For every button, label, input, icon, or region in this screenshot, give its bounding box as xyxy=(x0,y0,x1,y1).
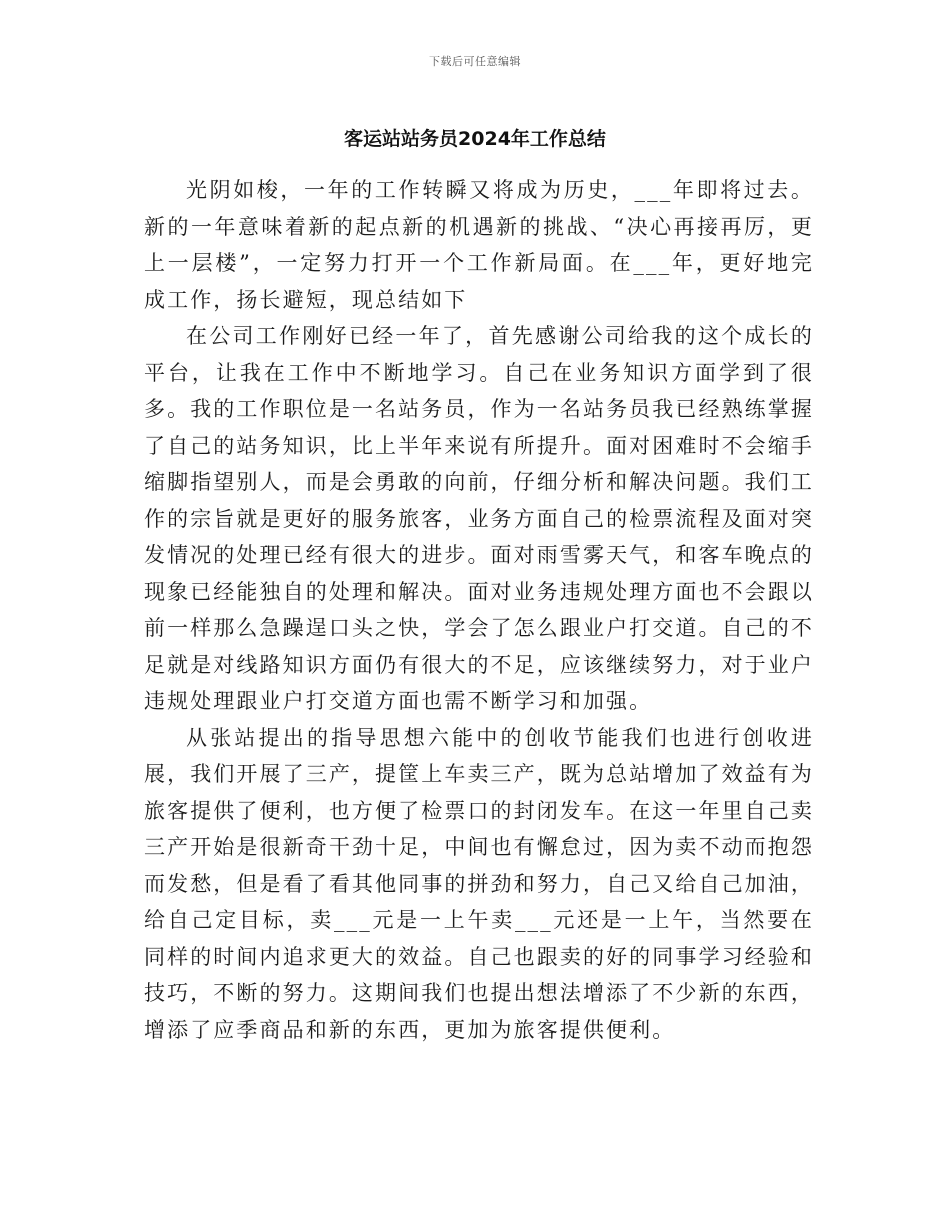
document-body xyxy=(144,172,814,1048)
paragraph-work-review: 在公司工作刚好已经一年了，首先感谢公司给我的这个成长的平台，让我在工作中不断地学习。自己在业务知识方面学到了很多。我的工作职位是一名站务员，作为一名站务员我已经熟练掌握了自己的站务知识，比上半年来说有所提升。面对困难时不会缩手缩脚指望别人，而是会勇敢的向前，仔细分析和解决问题。我们工作的宗旨就是更好的服务旅客，业务方面自己的检票流程及面对突发情况的处理已经有很大的进步。面对雨雪雾天气，和客车晚点的现象已经能独自的处理和解决。面对业务违规处理方面也不会跟以前一样那么急躁逞口头之快，学会了怎么跟业户打交道。自己的不足就是对线路知识方面仍有很大的不足，应该继续努力，对于业户违规处理跟业户打交道方面也需不断学习和加强。 xyxy=(144,324,814,713)
document-title: 客运站站务员2024年工作总结 xyxy=(344,128,606,150)
paragraph-revenue: 从张站提出的指导思想六能中的创收节能我们也进行创收进展，我们开展了三产，提筐上车卖三产，既为总站增加了效益有为旅客提供了便利，也方便了检票口的封闭发车。在这一年里自己卖三产开始是很新奇干劲十足，中间也有懈怠过，因为卖不动而抱怨而发愁，但是看了看其他同事的拼劲和努力，自己又给自己加油，给自己定目标，卖___元是一上午卖___元还是一上午，当然要在同样的时间内追求更大的效益。自己也跟卖的好的同事学习经验和技巧，不断的努力。这期间我们也提出想法增添了不少新的东西，增添了应季商品和新的东西，更加为旅客提供便利。 xyxy=(144,725,814,1042)
header-note: 下载后可任意编辑 xyxy=(429,55,521,68)
paragraph-intro: 光阴如梭，一年的工作转瞬又将成为历史，___年即将过去。新的一年意味着新的起点新的机遇新的挑战、“决心再接再厉，更上一层楼”，一定努力打开一个工作新局面。在___年，更好地完成工作，扬长避短，现总结如下 xyxy=(144,178,814,312)
